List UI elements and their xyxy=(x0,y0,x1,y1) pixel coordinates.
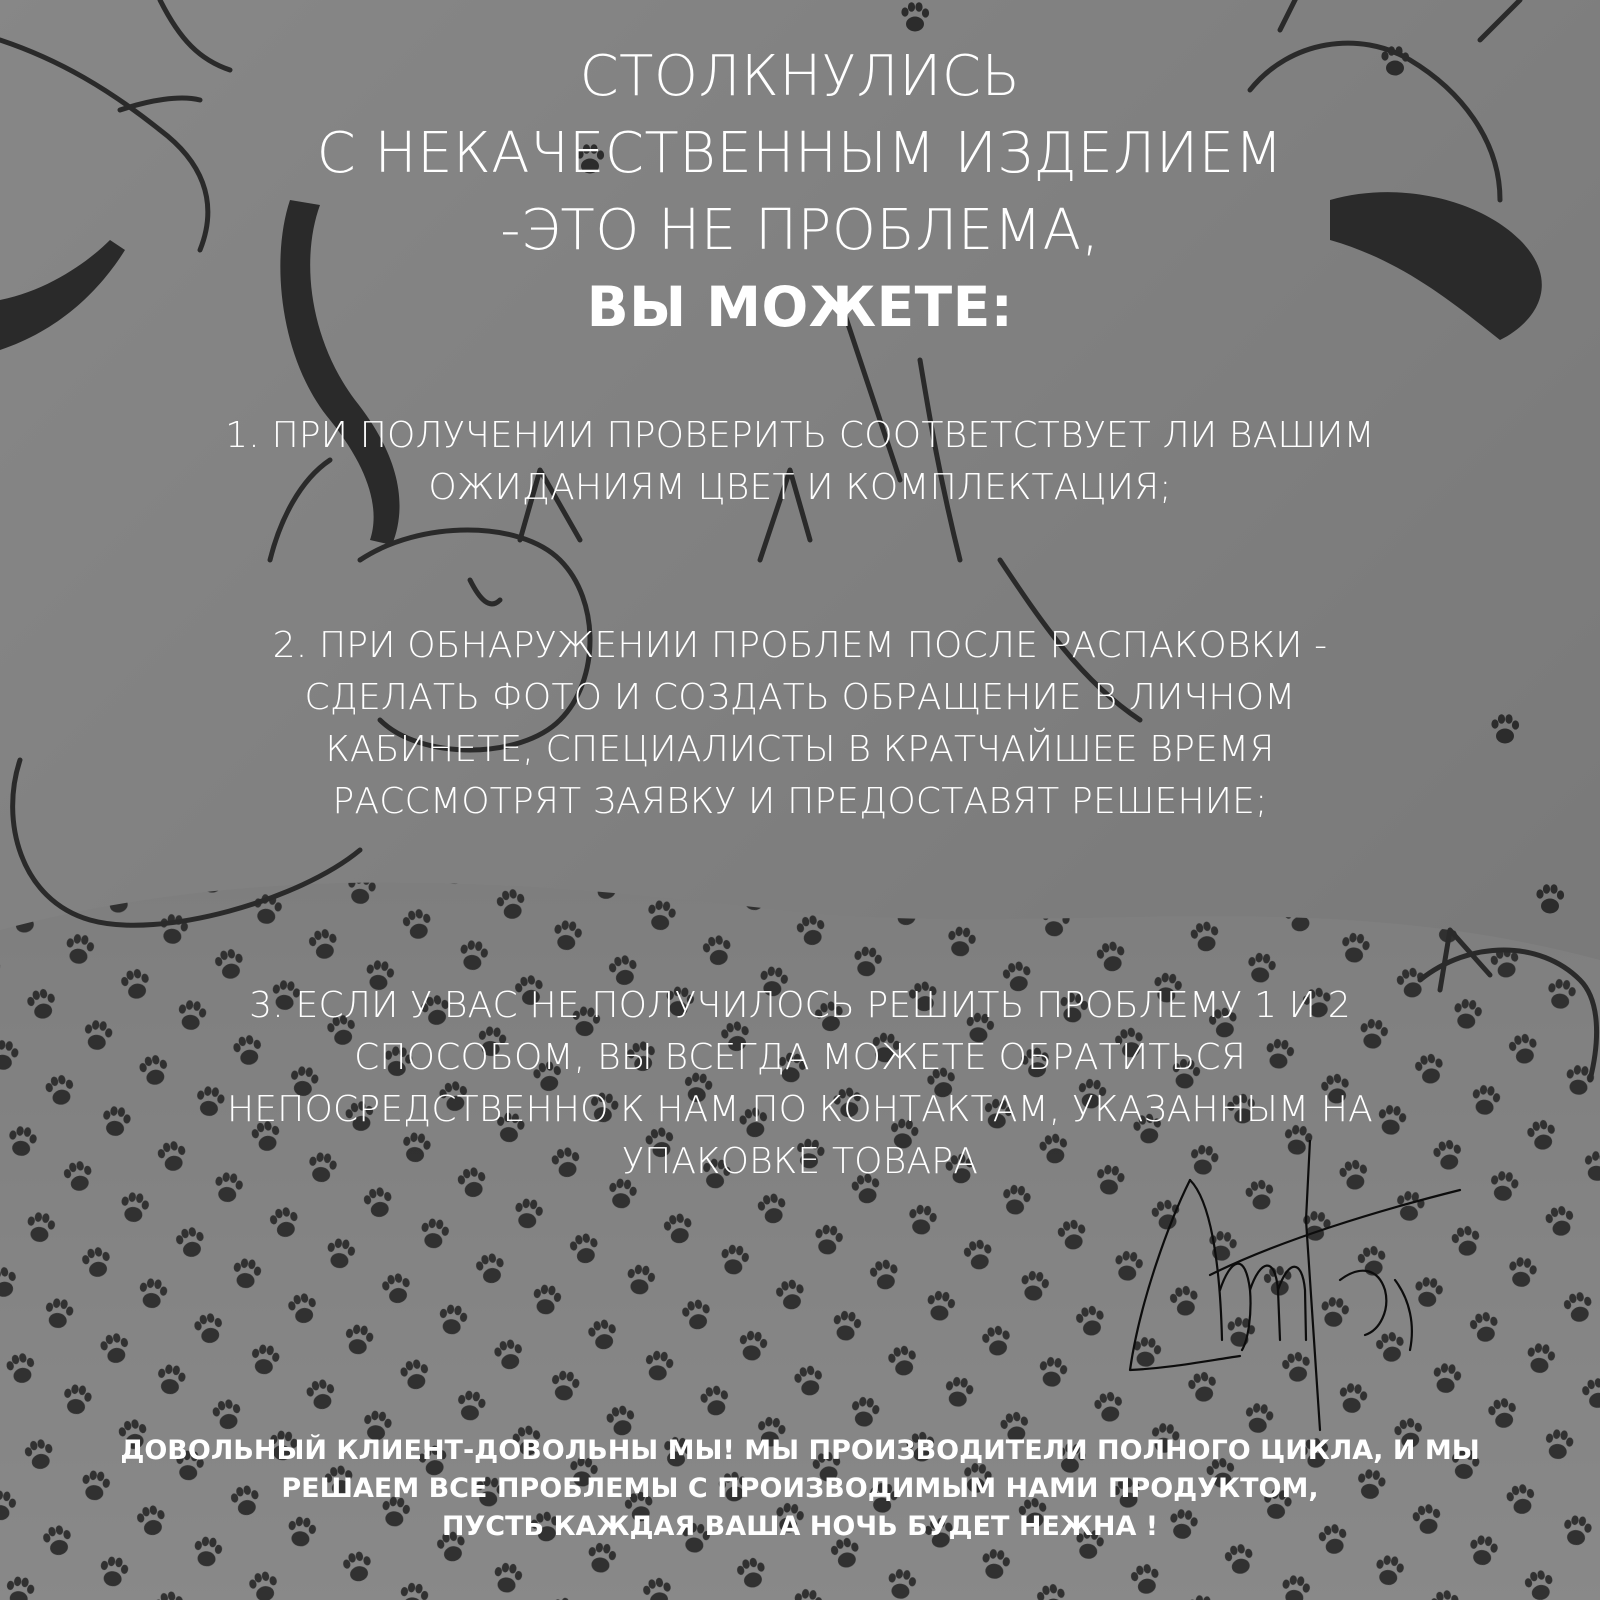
footer-message xyxy=(80,1432,1520,1546)
headline-emphasis: ВЫ МОЖЕТЕ: xyxy=(586,275,1014,339)
headline-line-3: -ЭТО НЕ ПРОБЛЕМА, xyxy=(500,198,1100,263)
footer-line-2: РЕШАЕМ ВСЕ ПРОБЛЕМЫ С ПРОИЗВОДИМЫМ НАМИ ПРОДУКТОМ, xyxy=(281,1473,1319,1504)
headline xyxy=(100,38,1500,346)
footer-line-1: ДОВОЛЬНЫЙ КЛИЕНТ-ДОВОЛЬНЫ МЫ! МЫ ПРОИЗВОДИТЕЛИ ПОЛНОГО ЦИКЛА, И МЫ xyxy=(120,1435,1480,1466)
step-2-text: 2. ПРИ ОБНАРУЖЕНИИ ПРОБЛЕМ ПОСЛЕ РАСПАКОВКИ - СДЕЛАТЬ ФОТО И СОЗДАТЬ ОБРАЩЕНИЕ В ЛИЧНОМ КАБИНЕТЕ, СПЕЦИАЛИСТЫ В КРАТЧАЙШЕЕ ВРЕМЯ РАССМОТРЯТ ЗАЯВКУ И ПРЕДОСТАВЯТ РЕШЕНИЕ; xyxy=(272,625,1328,822)
step-3-text: 3. ЕСЛИ У ВАС НЕ ПОЛУЧИЛОСЬ РЕШИТЬ ПРОБЛЕМУ 1 И 2 СПОСОБОМ, ВЫ ВСЕГДА МОЖЕТЕ ОБРАТИТЬСЯ НЕПОСРЕДСТВЕННО К НАМ ПО КОНТАКТАМ, УКАЗАННЫМ НА УПАКОВКЕ ТОВАРА xyxy=(226,985,1374,1182)
headline-line-2: С НЕКАЧЕСТВЕННЫМ ИЗДЕЛИЕМ xyxy=(316,121,1284,186)
footer-line-3: ПУСТЬ КАЖДАЯ ВАША НОЧЬ БУДЕТ НЕЖНА ! xyxy=(441,1511,1159,1542)
headline-line-1: СТОЛКНУЛИСЬ xyxy=(579,44,1021,109)
step-1-text: 1. ПРИ ПОЛУЧЕНИИ ПРОВЕРИТЬ СООТВЕТСТВУЕТ ЛИ ВАШИМ ОЖИДАНИЯМ ЦВЕТ И КОМПЛЕКТАЦИЯ; xyxy=(225,415,1375,508)
handwritten-signature xyxy=(1110,1140,1490,1440)
